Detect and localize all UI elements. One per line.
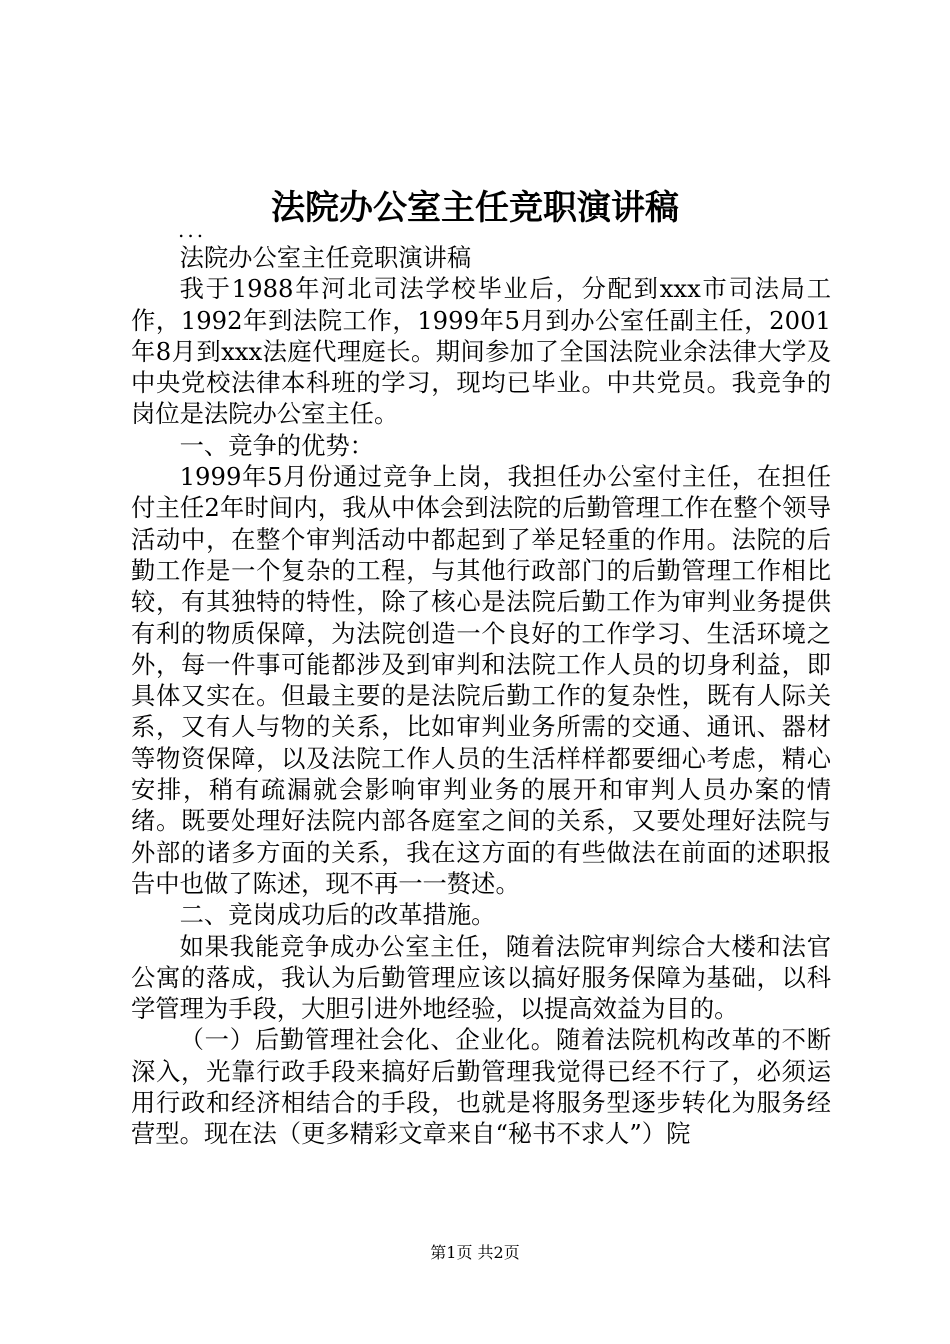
paragraph: 二、竞岗成功后的改革措施。 bbox=[179, 900, 496, 930]
paragraph: 1999年5月份通过竞争上岗，我担任办公室付主任，在担任付主任2年时间内，我从中体会到法院的后勤管理工作在整个领导活动中，在整个审判活动中都起到了举足轻重的作用。法院的后勤工作是一个复杂的工程，与其他行政部门的后勤管理工作相比较，有其独特的特性，除了核心是法院后勤工作为审判业务提供有利的物质保障，为法院创造一个良好的工作学习、生活环境之外，每一件事可能都涉及到审判和法院工作人员的切身利益，即具体又实在。但最主要的是法院后勤工作的复杂性，既有人际关系，又有人与物的关系，比如审判业务所需的交通、通讯、器材等物资保障，以及法院工作人员的生活样样都要细心考虑，精心安排，稍有疏漏就会影响审判业务的展开和审判人员办案的情绪。既要处理好法院内部各庭室之间的关系，又要处理好法院与外部的诸多方面的关系，我在这方面的有些做法在前面的述职报告中也做了陈述，现不再一一赘述。 bbox=[131, 462, 831, 898]
document-body bbox=[131, 242, 831, 1150]
paragraph: 法院办公室主任竞职演讲稿 bbox=[179, 243, 472, 272]
document-title: 法院办公室主任竞职演讲稿 bbox=[271, 188, 679, 228]
paragraph: 一、竞争的优势： bbox=[179, 430, 374, 460]
paragraph: 我于1988年河北司法学校毕业后，分配到xxx市司法局工作，1992年到法院工作，1999年5月到办公室任副主任，2001年8月到xxx法庭代理庭长。期间参加了全国法院业余法律大学及中央党校法律本科班的学习，现均已毕业。中共党员。我竞争的岗位是法院办公室主任。 bbox=[131, 274, 831, 429]
ellipsis-marker: ... bbox=[178, 218, 207, 242]
paragraph: 如果我能竞争成办公室主任，随着法院审判综合大楼和法官公寓的落成，我认为后勤管理应该以搞好服务保障为基础，以科学管理为手段，大胆引进外地经验，以提高效益为目的。 bbox=[131, 931, 831, 1024]
paragraph: （一）后勤管理社会化、企业化。随着法院机构改革的不断深入，光靠行政手段来搞好后勤管理我觉得已经不行了，必须运用行政和经济相结合的手段，也就是将服务型逐步转化为服务经营型。现在法（更多精彩文章来自“秘书不求人”）院 bbox=[131, 1025, 831, 1149]
page-footer: 第1页 共2页 bbox=[430, 1243, 520, 1262]
